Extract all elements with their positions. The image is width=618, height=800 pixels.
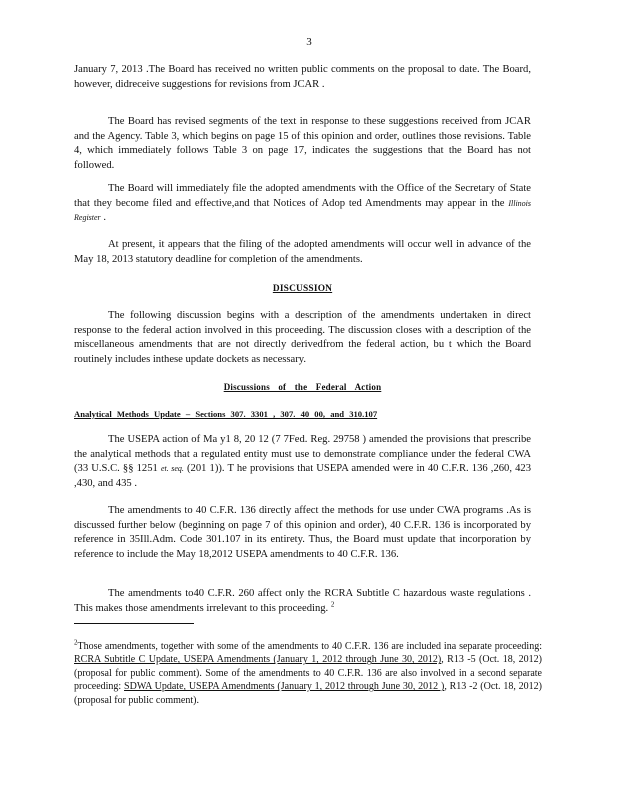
footnote-title-rcra: RCRA Subtitle C Update, USEPA Amendments (January 1, 2012 through June 30, 2012) [74,654,442,666]
paragraph-filing-end: . [103,212,106,224]
paragraph-filing [74,182,531,226]
footnote-text-a: Those amendments, together with some of the amendments to 40 C.F.R. 136 are included ina separate proceeding: [77,641,542,652]
paragraph-revisions: The Board has revised segments of the text in response to these suggestions received from JCAR and the Agency. Table 3, which begins on page 15 of this opinion and order, outlines those revisions. Table 4, which immediately follows Table 3 on page 17, indicates the suggestions that the Board has not followed. [74,116,531,171]
paragraph-discussion-intro: The following discussion begins with a description of the amendments undertaken in direct response to the federal action involved in this proceeding. The discussion closes with a description of the miscellaneous amendments that are not directly derivedfrom the federal action, bu t which the Board routinely includes inthese update dockets as necessary. [74,310,531,365]
footnote-2 [74,640,542,707]
paragraph-260-amendments [74,587,531,616]
page-number: 3 [306,36,312,48]
subheading-analytical-methods: Analytical Methods Update – Sections 307. 3301 , 307. 40 00, and 310.107 [74,409,378,419]
footnote-reference: 2 [330,600,335,609]
paragraph-136-amendments: The amendments to 40 C.F.R. 136 directly affect the methods for use under CWA programs .As is discussed further below (beginning on page 7 of this opinion and order), 40 C.F.R. 136 is incorporated by reference in 35Ill.Adm. Code 301.107 in its entirety. Thus, the Board must update that incorporation by reference to include the May 18,2012 USEPA amendments to 40 C.F.R. 136. [74,505,531,560]
paragraph-filing-text: The Board will immediately file the adopted amendments with the Office of the Secretary of State that they become filed and effective,and that Notices of Adop ted Amendments may appear in the [74,183,531,209]
footnote-text-c: , R13 -2 (Oct. 18, 2012) (proposal for public comment). [74,681,542,706]
footnote-marker: 2 [74,638,78,647]
footnote-text-b: , R13 -5 (Oct. 18, 2012) (proposal for public comment). Some of the amendments to 40 C.F.R. 136 are also involved in a second separate proceeding: [74,654,543,693]
paragraph-deadline: At present, it appears that the filing of the adopted amendments will occur well in advance of the May 18, 2013 statutory deadline for completion of the amendments. [74,239,531,265]
paragraph-260-text: The amendments to40 C.F.R. 260 affect only the RCRA Subtitle C hazardous waste regulations . This makes those amendments irrelevant to this proceeding. [74,588,531,614]
heading-discussion: DISCUSSION [272,284,333,294]
footnote-title-sdwa: SDWA Update, USEPA Amendments (January 1, 2012 through June 30, 2012 ) [124,681,445,693]
paragraph-usepa-text-end: (201 1)). T he provisions that USEPA amended were in 40 C.F.R. 136 ,260, 423 ,430, and 435 . [74,463,531,489]
et-seq: et. seq. [160,464,184,474]
paragraph-comments: January 7, 2013 .The Board has received no written public comments on the proposal to date. The Board, however, didreceive suggestions for revisions from JCAR . [74,64,531,90]
heading-federal-action: Discussions of the Federal Action [223,382,382,392]
paragraph-usepa-text: The USEPA action of Ma y1 8, 20 12 (7 7Fed. Reg. 29758 ) amended the provisions that prescribe the analytical methods that a regulated entity must use to demonstrate compliance under the federal CWA (33 U.S.C. §§ 1251 [74,434,531,475]
paragraph-usepa-action [74,433,531,491]
illinois-register: Illinois Register [74,198,531,223]
footnote-divider [74,623,194,624]
